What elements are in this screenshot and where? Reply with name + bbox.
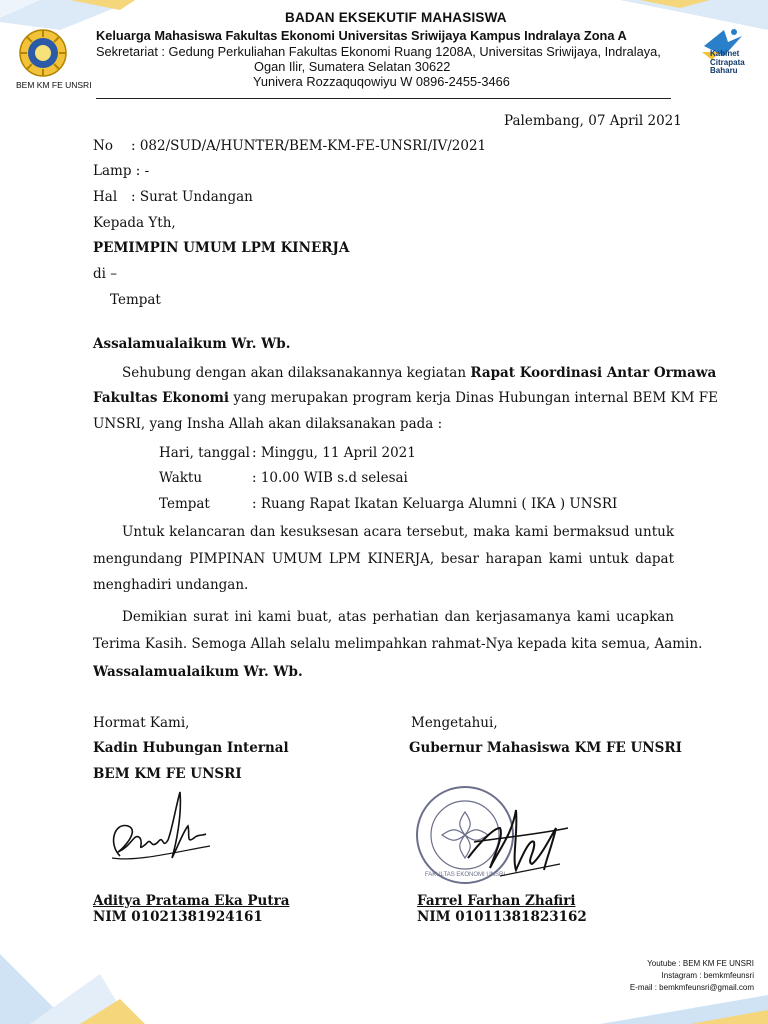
letterhead-divider xyxy=(96,98,671,99)
detail-time-label: Waktu xyxy=(159,470,203,486)
paragraph2-line2: mengundang PIMPINAN UMUM LPM KINERJA, besar harapan kami untuk dapat xyxy=(93,551,674,567)
text: Sehubung dengan akan dilaksanakannya kegiatan xyxy=(122,365,471,381)
right-handwritten-signature xyxy=(460,798,575,890)
paragraph1-line3: UNSRI, yang Insha Allah akan dilaksanakan pada : xyxy=(93,416,443,432)
text: yang merupakan program kerja Dinas Hubungan internal BEM KM FE xyxy=(229,390,718,406)
letterhead-address-line1: Sekretariat : Gedung Perkuliahan Fakultas Ekonomi Ruang 1208A, Universitas Sriwijaya, Indralaya, xyxy=(96,44,661,59)
paragraph2-line3: menghadiri undangan. xyxy=(93,577,249,593)
right-signer-nim: NIM 01011381823162 xyxy=(417,909,587,925)
paragraph1-line2 xyxy=(93,390,718,406)
letter-subject-value: : Surat Undangan xyxy=(131,189,253,205)
detail-time-value: : 10.00 WIB s.d selesai xyxy=(252,470,408,486)
right-signer-name: Farrel Farhan Zhafiri xyxy=(417,893,576,909)
right-position: Gubernur Mahasiswa KM FE UNSRI xyxy=(409,740,682,756)
right-salutation: Mengetahui, xyxy=(411,715,498,731)
letter-subject-label: Hal xyxy=(93,189,118,205)
left-organization: BEM KM FE UNSRI xyxy=(93,766,242,782)
left-salutation: Hormat Kami, xyxy=(93,715,190,731)
kabinet-name xyxy=(710,50,745,76)
letter-tempat: Tempat xyxy=(110,292,161,308)
kabinet-name-line: Baharu xyxy=(710,66,738,75)
event-name: Rapat Koordinasi Antar Ormawa xyxy=(470,365,717,381)
letterhead-organization: Keluarga Mahasiswa Fakultas Ekonomi Universitas Sriwijaya Kampus Indralaya Zona A xyxy=(96,28,627,43)
bottom-right-corner-decoration xyxy=(600,990,768,1024)
letter-recipient: PEMIMPIN UMUM LPM KINERJA xyxy=(93,240,350,256)
letterhead-contact: Yunivera Rozzaquqowiyu W 0896-2455-3466 xyxy=(253,74,510,89)
detail-place-label: Tempat xyxy=(159,496,210,512)
left-handwritten-signature xyxy=(106,786,216,878)
letterhead xyxy=(0,0,768,100)
detail-date-label: Hari, tanggal xyxy=(159,445,250,461)
paragraph3-line2: Terima Kasih. Semoga Allah selalu melimpahkan rahmat-Nya kepada kita semua, Aamin. xyxy=(93,636,703,652)
kabinet-name-line: Citrapata xyxy=(710,57,745,67)
letter-attachment: Lamp : - xyxy=(93,163,150,179)
faculty-name: Fakultas Ekonomi xyxy=(93,390,230,406)
left-signer-name: Aditya Pratama Eka Putra xyxy=(93,893,290,909)
letter-to: Kepada Yth, xyxy=(93,215,176,231)
left-logo-label: BEM KM FE UNSRI xyxy=(16,80,92,90)
letter-number-value: : 082/SUD/A/HUNTER/BEM-KM-FE-UNSRI/IV/2021 xyxy=(131,138,487,154)
unsri-emblem-icon xyxy=(18,28,68,78)
left-signer-nim: NIM 01021381924161 xyxy=(93,909,263,925)
paragraph1-line1 xyxy=(122,365,716,381)
kabinet-name-line: Kabinet xyxy=(710,49,740,58)
bottom-left-corner-decoration xyxy=(0,944,150,1024)
greeting: Assalamualaikum Wr. Wb. xyxy=(93,336,291,352)
detail-place-value: : Ruang Rapat Ikatan Keluarga Alumni ( IKA ) UNSRI xyxy=(252,496,618,512)
letter-number-label: No xyxy=(93,138,113,154)
paragraph2-line1: Untuk kelancaran dan kesuksesan acara tersebut, maka kami bermaksud untuk xyxy=(122,524,674,540)
place-date: Palembang, 07 April 2021 xyxy=(504,113,682,129)
footer-youtube: Youtube : BEM KM FE UNSRI xyxy=(647,959,754,968)
detail-date-value: : Minggu, 11 April 2021 xyxy=(252,445,416,461)
stamp-text: FAKULTAS EKONOMI UNSRI xyxy=(424,872,506,878)
letterhead-title: BADAN EKSEKUTIF MAHASISWA xyxy=(285,10,507,25)
footer-instagram: Instagram : bemkmfeunsri xyxy=(661,971,754,980)
letter-di: di – xyxy=(93,266,118,282)
footer-email: E-mail : bemkmfeunsri@gmail.com xyxy=(629,983,754,992)
paragraph3-line1: Demikian surat ini kami buat, atas perhatian dan kerjasamanya kami ucapkan xyxy=(122,609,674,625)
letterhead-address-line2: Ogan Ilir, Sumatera Selatan 30622 xyxy=(254,59,451,74)
left-position: Kadin Hubungan Internal xyxy=(93,740,289,756)
closing-greeting: Wassalamualaikum Wr. Wb. xyxy=(93,664,303,680)
